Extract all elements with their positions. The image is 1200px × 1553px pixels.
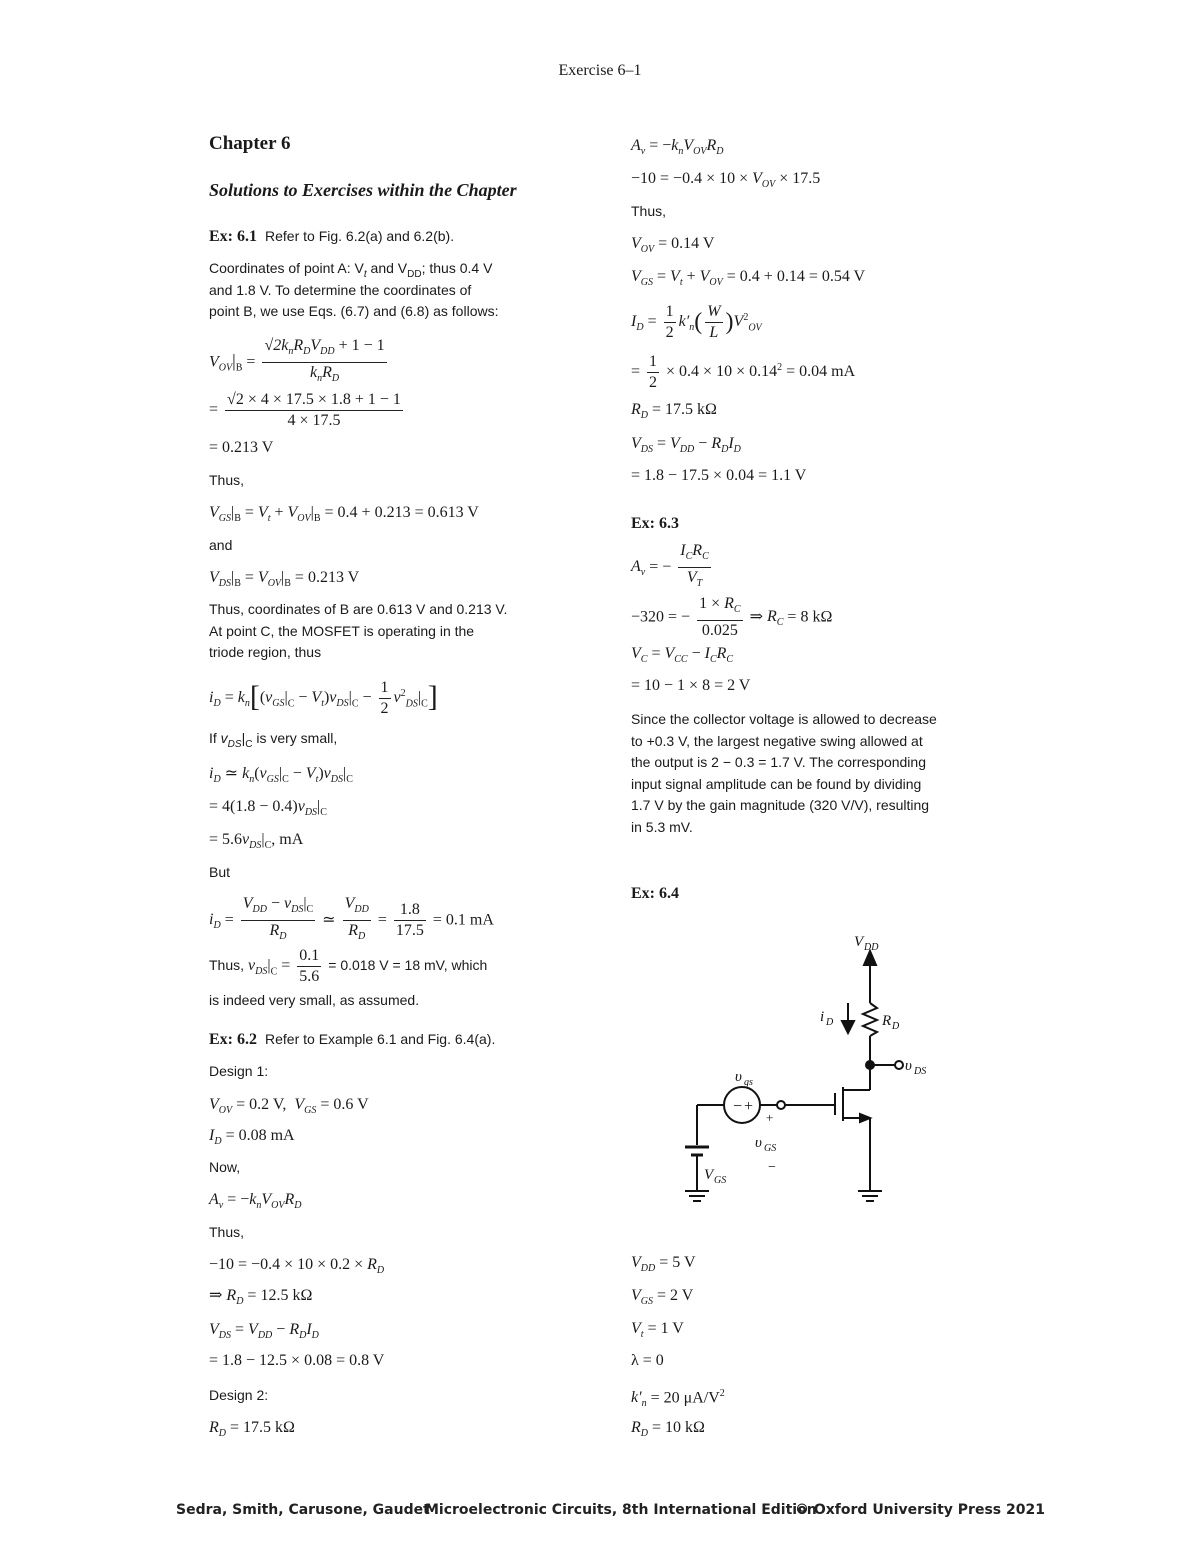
svg-text:D: D <box>826 1017 834 1028</box>
equation-vgs-b: $V_{GS}|_B = V_t + V_{OV}|_B = 0.4 + 0.213 = 0.613$ V <box>209 504 479 525</box>
svg-text:i: i <box>820 1009 825 1025</box>
svg-text:D: D <box>892 1021 900 1032</box>
page-header: Exercise 6–1 <box>558 62 642 79</box>
denominator: 0.025 <box>701 622 738 640</box>
paragraph-line: to +0.3 V, the largest negative swing allowed at <box>631 733 923 749</box>
paragraph-line: and 1.8 V. To determine the coordinates of <box>209 282 472 298</box>
ex-6-4-heading: Ex: 6.4 <box>631 885 679 902</box>
equation: = 10 − 1 × 8 = 2 V <box>631 677 751 694</box>
ex-label: Ex: 6.2 <box>209 1031 257 1048</box>
ex-label: Ex: 6.1 <box>209 228 257 245</box>
fraction <box>225 390 403 431</box>
equation: = 1.8 − 12.5 × 0.08 = 0.8 V <box>209 1352 385 1369</box>
equation: $V_{DS} = V_{DD} - R_DI_D$ <box>631 435 741 456</box>
given-value: $V_t = 1$ V <box>631 1320 684 1341</box>
paragraph-line: is indeed very small, as assumed. <box>209 992 420 1008</box>
footer-publisher: © Oxford University Press 2021 <box>795 1502 1045 1518</box>
equation-vds-c: Thus, $v_{DS}|_C$ = $\frac{0.1}{5.6}$ = 0.018 V = 18 mV, which <box>209 947 488 985</box>
given-value: $R_D = 10$ kΩ <box>631 1419 705 1440</box>
given-value: $V_{DD} = 5$ V <box>631 1254 696 1275</box>
paragraph-line: input signal amplitude can be found by dividing <box>631 776 922 792</box>
numerator: 1.8 <box>394 900 426 921</box>
footer-book: Microelectronic Circuits, 8th International Edition <box>425 1502 817 1518</box>
fraction: $\frac{1}{2}$ <box>665 303 674 341</box>
text-thus: Thus, <box>209 472 245 488</box>
equation: $-10 = -0.4 \times 10 \times 0.2 \times R_D$ <box>209 1256 385 1277</box>
equation: $A_v = -k_nV_{OV}R_D$ <box>209 1191 302 1212</box>
paragraph-line: in 5.3 mV. <box>631 819 693 835</box>
result: = 0.1 mA <box>432 911 494 929</box>
ex-6-3-heading: Ex: 6.3 <box>631 515 679 532</box>
equation: $R_D = 17.5$ kΩ <box>631 401 717 422</box>
svg-text:GS: GS <box>714 1175 727 1186</box>
svg-text:GS: GS <box>764 1143 777 1154</box>
equation-step: = $4(1.8 - 0.4)v_{DS}|_C$ <box>209 798 327 819</box>
equation: $V_{GS} = V_t + V_{OV} = 0.4 + 0.14 = 0.54$ V <box>631 268 866 289</box>
svg-text:−: − <box>768 1160 776 1175</box>
text: DD <box>407 268 422 280</box>
equation-id-value: = $\frac{1}{2}$ × $0.4 \times 10 \times 0.14^2 = 0.04$ mA <box>631 353 856 391</box>
paragraph-line: At point C, the MOSFET is operating in the <box>209 623 475 639</box>
fraction: $\frac{1}{2}$ <box>380 679 389 717</box>
equation-vov-b: $V_{OV}|_B$ = $\frac{√2k_nR_DV_{DD} + 1 - 1}{k_nR_D}$ <box>209 336 390 389</box>
ex-ref: Refer to Example 6.1 and Fig. 6.4(a). <box>265 1031 496 1047</box>
fraction: $\frac{√2k_nR_DV_{DD} + 1 - 1}{k_nR_D}$ <box>264 337 385 385</box>
equation: $R_D = 17.5$ kΩ <box>209 1419 295 1440</box>
text-thus: Thus, <box>631 203 667 219</box>
text-if: If $v_{DS}|_C$ is very small, <box>209 730 338 750</box>
text-but: But <box>209 864 231 880</box>
paragraph-line: Since the collector voltage is allowed to decrease <box>631 711 937 727</box>
fraction: $\frac{V_{DD}}{R_D}$ <box>344 895 369 943</box>
paragraph-line: Thus, coordinates of B are 0.613 V and 0.213 V. <box>209 601 508 617</box>
svg-text:DD: DD <box>864 942 879 953</box>
equation-vds-b: $V_{DS}|_B = V_{OV}|_B = 0.213$ V <box>209 569 360 590</box>
given-value: $V_{GS} = 2$ V <box>631 1287 694 1308</box>
svg-text:R: R <box>882 1013 892 1029</box>
ex-6-1-heading <box>209 226 454 247</box>
equation-step: = $5.6v_{DS}|_C$, mA <box>209 831 304 852</box>
equation-id: $i_D$ = $\frac{V_{DD} - v_{DS}|_C}{R_D}$ ≃ $\frac{V_{DD}}{R_D}$ = $\frac{1.8}{17.5}$ = 0.1 mA <box>209 894 494 947</box>
ex-ref: Refer to Fig. 6.2(a) and 6.2(b). <box>265 228 455 244</box>
denominator: 5.6 <box>299 968 320 985</box>
equation-triode: $i_D = k_n[(v_{GS}|_C - V_t)v_{DS}|_C$ − $\frac{1}{2}$ $v^2_{DS}|_C$] <box>209 679 438 717</box>
svg-text:+: + <box>766 1110 774 1125</box>
fraction: $\frac{V_{DD} - v_{DS}|_C}{R_D}$ <box>242 895 314 943</box>
svg-text:υ: υ <box>755 1135 762 1151</box>
svg-text:−: − <box>733 1098 743 1115</box>
equation: $V_C = V_{CC} - I_CR_C$ <box>631 645 734 666</box>
section-subtitle: Solutions to Exercises within the Chapter <box>209 180 517 200</box>
equation-rc: −320 = − $\frac{1 \times R_C}{0.025}$ ⇒ $R_C = 8$ kΩ <box>631 595 833 640</box>
denominator: 17.5 <box>395 922 424 940</box>
design-label: Design 1: <box>209 1063 269 1079</box>
fraction <box>297 946 321 987</box>
equation: $V_{OV} = 0.14$ V <box>631 235 715 256</box>
svg-text:V: V <box>704 1167 714 1183</box>
denominator: 4 × 17.5 <box>287 412 341 429</box>
svg-text:υ: υ <box>905 1058 912 1074</box>
equation-result: = 0.213 V <box>209 439 274 456</box>
svg-text:υ: υ <box>735 1069 742 1085</box>
text: Coordinates of point A: V <box>209 260 364 276</box>
text-and: and <box>209 537 233 553</box>
text: ; thus 0.4 V <box>421 260 493 276</box>
equation: $-10 = -0.4 \times 10 \times V_{OV} \times 17.5$ <box>631 170 821 191</box>
mosfet-circuit-diagram <box>660 925 980 1215</box>
fraction: $\frac{I_CR_C}{V_T}$ <box>680 542 709 590</box>
equation: $V_{OV} = 0.2$ V, $V_{GS} = 0.6$ V <box>209 1096 369 1117</box>
fraction: $\frac{1}{2}$ <box>649 353 658 391</box>
svg-text:+: + <box>744 1098 754 1115</box>
equation-gain-bjt: $A_v$ = − $\frac{I_CR_C}{V_T}$ <box>631 541 714 594</box>
given-value: $k'_n = 20$ $\mu A/V^2$ <box>631 1388 725 1410</box>
chapter-title: Chapter 6 <box>209 133 291 154</box>
text-now: Now, <box>209 1159 241 1175</box>
numerator: √2 × 4 × 17.5 × 1.8 + 1 − 1 <box>225 390 403 411</box>
numerator: 0.1 <box>297 946 321 967</box>
text-thus: Thus, <box>209 1224 245 1240</box>
equation: $A_v = -k_nV_{OV}R_D$ <box>631 137 724 158</box>
paragraph-line: 1.7 V by the gain magnitude (320 V/V), resulting <box>631 797 930 813</box>
paragraph-line: point B, we use Eqs. (6.7) and (6.8) as follows: <box>209 303 499 319</box>
fraction: $\frac{W}{L}$ <box>707 303 721 341</box>
equation: ⇒ $R_D = 12.5$ kΩ <box>209 1287 313 1308</box>
equation-approx: $i_D$ ≃ $k_n(v_{GS}|_C - V_t)v_{DS}|_C$ <box>209 765 353 786</box>
footer-authors: Sedra, Smith, Carusone, Gaudet <box>176 1502 430 1518</box>
equation-id-sat: $I_D$ = $\frac{1}{2}$ $k'_n$( $\frac{W}{L}$ )$V^2_{OV}$ <box>631 303 762 341</box>
ex-6-2-heading <box>209 1029 495 1050</box>
fraction <box>394 900 426 941</box>
text: and V <box>366 260 408 276</box>
paragraph-line: the output is 2 − 0.3 = 1.7 V. The corresponding <box>631 754 926 770</box>
text: t <box>363 268 367 280</box>
equation: $I_D = 0.08$ mA <box>209 1127 295 1148</box>
given-value: λ = 0 <box>631 1352 664 1369</box>
fraction: $\frac{1 \times R_C}{0.025}$ <box>699 595 741 640</box>
equation-numeric: = $\frac{√2 \times 4 \times 17.5 \times 1.8 + 1 - 1}{4 \times 17.5}$ <box>209 391 401 429</box>
equation: $V_{DS} = V_{DD} - R_DI_D$ <box>209 1321 319 1342</box>
result: = 0.018 V = 18 mV, which <box>328 957 488 974</box>
svg-text:gs: gs <box>744 1077 753 1088</box>
equation: = 1.8 − 17.5 × 0.04 = 1.1 V <box>631 467 807 484</box>
paragraph-line: triode region, thus <box>209 644 322 660</box>
svg-text:DS: DS <box>914 1066 927 1077</box>
design-label: Design 2: <box>209 1387 269 1403</box>
svg-text:V: V <box>854 934 864 950</box>
